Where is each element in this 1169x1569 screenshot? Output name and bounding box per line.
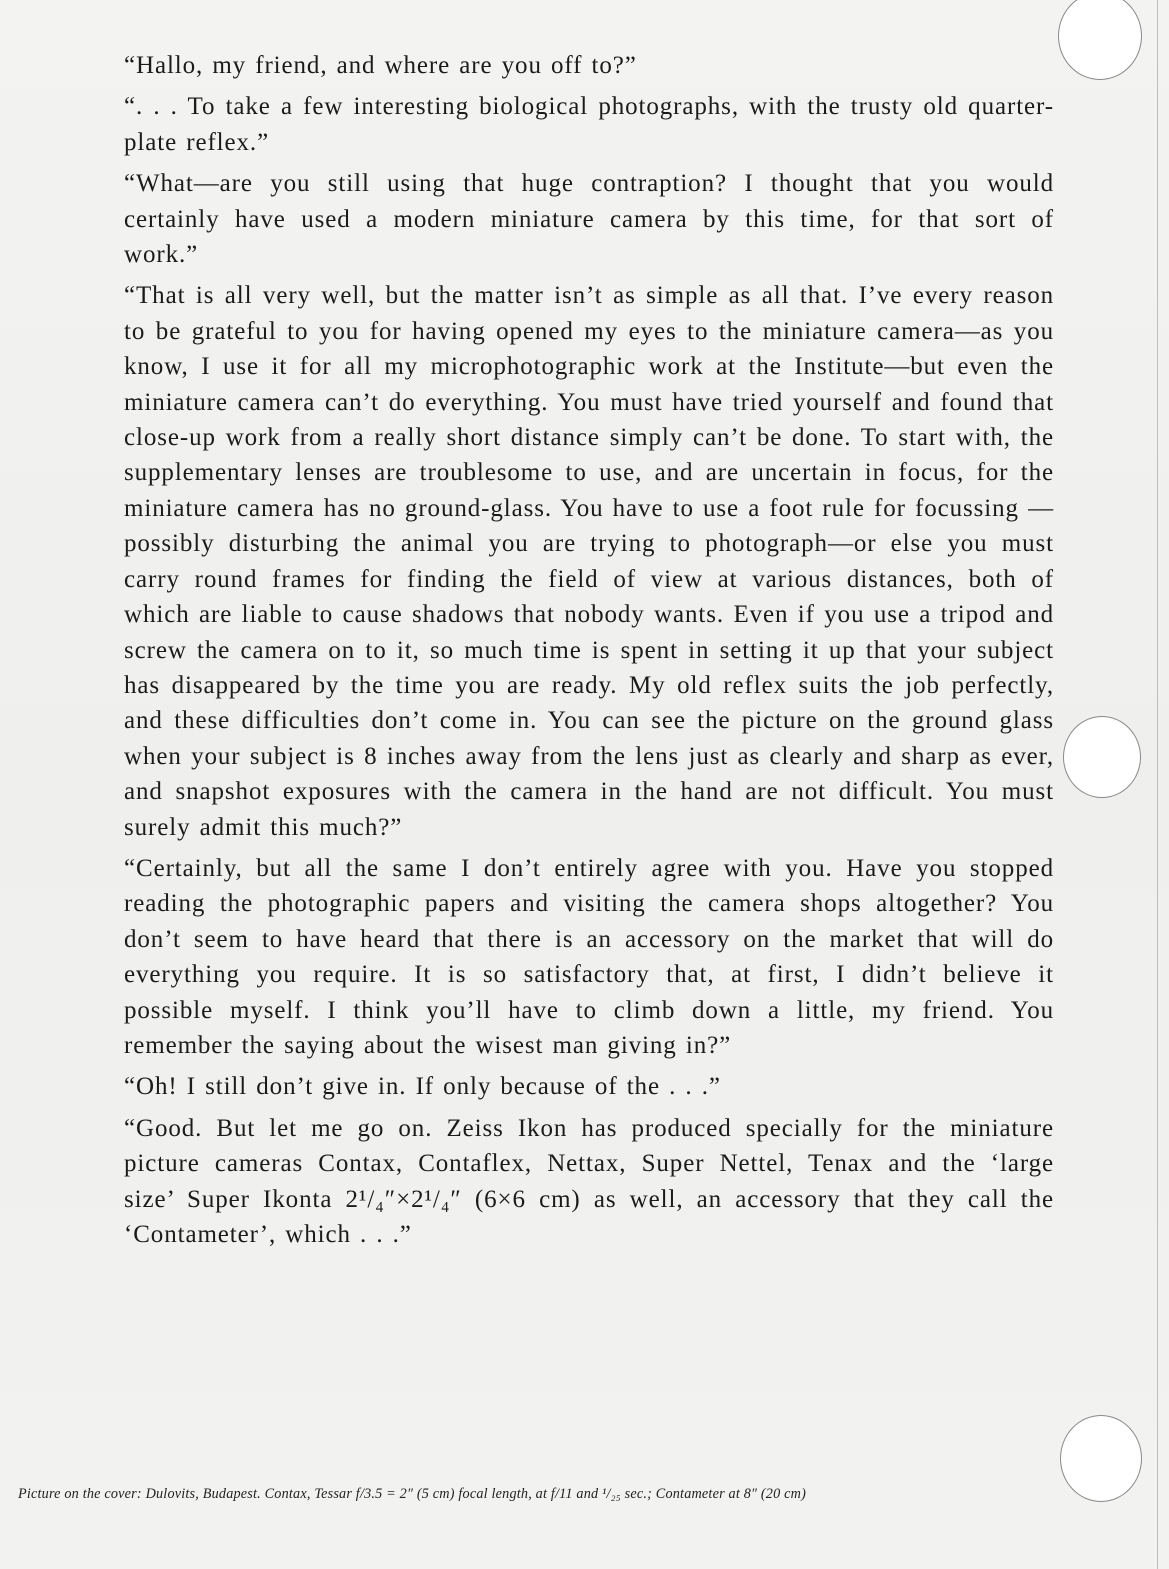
dialogue-text-block bbox=[124, 48, 1054, 1258]
paragraph-rebuttal: “Certainly, but all the same I don’t entirely agree with you. Have you stopped reading the photographic papers and visiting the camera shops altogether? You don’t seem to have heard that there is an accessory on the market that will do everything you require. It is so satisfactory that, at first, I didn’t believe it possible myself. I think you’ll have to climb down a little, my friend. You remember the saying about the wisest man giving in?” bbox=[124, 854, 1054, 1059]
punch-hole-bottom bbox=[1060, 1415, 1142, 1502]
punch-hole-middle bbox=[1063, 716, 1141, 798]
page-edge bbox=[1157, 0, 1158, 1569]
paragraph-reply: “. . . To take a few interesting biological photographs, with the trusty old quarter-plate reflex.” bbox=[124, 93, 1054, 156]
paragraph-greeting: “Hallo, my friend, and where are you off to?” bbox=[124, 52, 637, 79]
cover-picture-caption: Picture on the cover: Dulovits, Budapest. Contax, Tessar f/3.5 = 2″ (5 cm) focal length, at f/11 and ¹/₂₅ sec.; Contameter at 8″ (20 cm) bbox=[18, 1486, 806, 1502]
paragraph-contameter: “Good. But let me go on. Zeiss Ikon has produced specially for the miniature picture cameras Contax, Contaflex, Nettax, Super Nettel, Tenax and the ‘large size’ Super Ikonta 2¹/₄″×2¹/₄″ (6×6 cm) as well, an accessory that they call the ‘Contameter’, which . . .” bbox=[124, 1114, 1054, 1248]
paragraph-contraption: “What—are you still using that huge contraption? I thought that you would certainly have used a modern miniature camera by this time, for that sort of work.” bbox=[124, 170, 1054, 269]
paragraph-argument: “That is all very well, but the matter isn’t as simple as all that. I’ve every reason to be grateful to you for having opened my eyes to the miniature camera—as you know, I use it for all my microphotographic work at the Institute—but even the miniature camera can’t do everything. You must have tried yourself and found that close-up work from a really short distance simply can’t be done. To start with, the supplementary lenses are troublesome to use, and are uncertain in focus, for the miniature camera has no ground-glass. You have to use a foot rule for focussing —possibly disturbing the animal you are trying to photograph—or else you must carry round frames for finding the field of view at various distances, both of which are liable to cause shadows that nobody wants. Even if you use a tripod and screw the camera on to it, so much time is spent in setting it up that your subject has disappeared by the time you are ready. My old reflex suits the job perfectly, and these difficulties don’t come in. You can see the picture on the ground glass when your subject is 8 inches away from the lens just as clearly and sharp as ever, and snapshot exposures with the camera in the hand are not difficult. You must surely admit this much?” bbox=[124, 282, 1054, 841]
paragraph-give-in: “Oh! I still don’t give in. If only because of the . . .” bbox=[124, 1073, 721, 1101]
punch-hole-top bbox=[1058, 0, 1142, 80]
